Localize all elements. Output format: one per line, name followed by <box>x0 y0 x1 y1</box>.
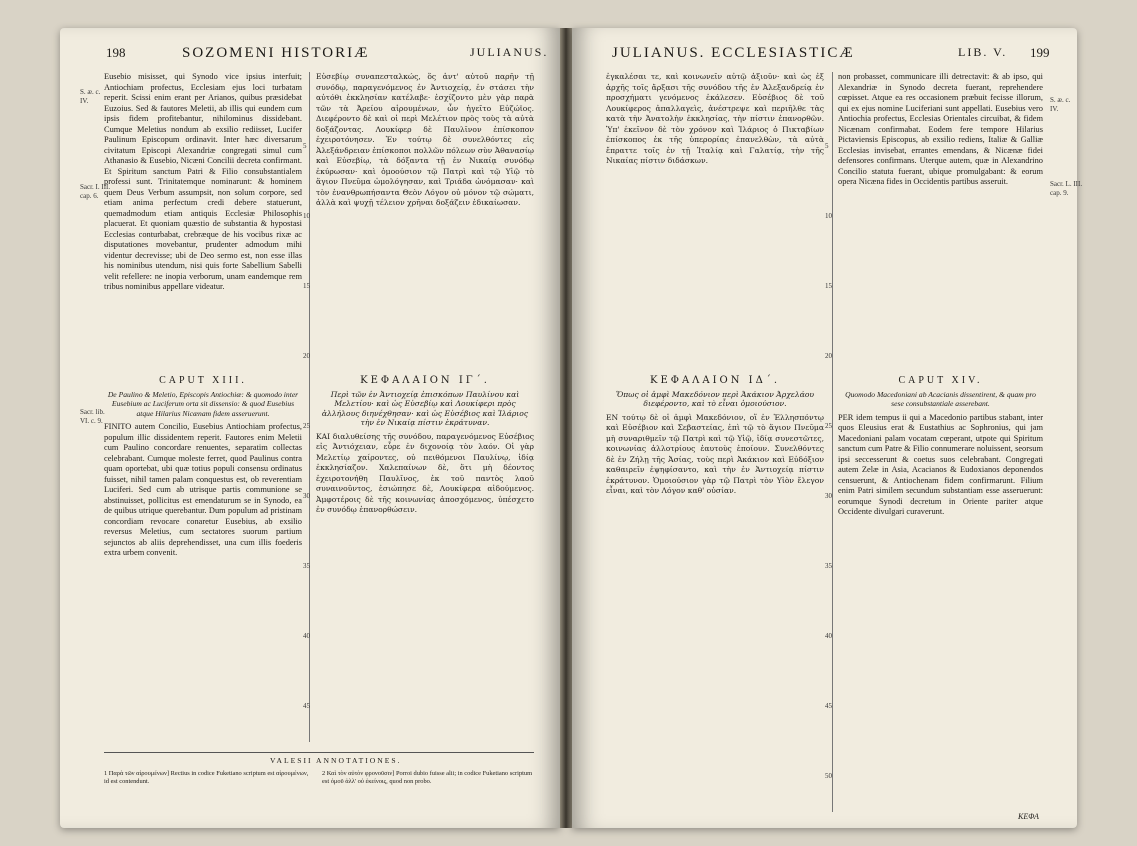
line-number: 30 <box>303 492 310 500</box>
line-number: 10 <box>303 212 310 220</box>
column-divider <box>832 72 833 812</box>
right-greek-column <box>606 72 824 367</box>
kephalaion-subtitle: Περὶ τῶν ἐν Ἀντιοχείᾳ ἐπισκόπων Παυλίνου καὶ Μελετίου· καὶ ὡς Εὐσεβίῳ καὶ Λουκίφερι πρὸς ἀλλήλους διηνέχθησαν· καὶ ὡς Εὐσέβιος καὶ Ἱλάριος τὴν ἐν Νικαίᾳ πίστιν ἐκράτυναν. <box>321 389 529 427</box>
annotation-note: 1 Παρὰ τῶν αἱρουμένων] Rectius in codice Fuketiano scriptum est αἱρουμένων, id est contendunt. <box>104 770 309 785</box>
right-latin-chapter <box>838 372 1043 812</box>
caput-title: CAPUT XIII. <box>159 375 247 386</box>
line-number: 45 <box>825 702 832 710</box>
line-number: 35 <box>303 562 310 570</box>
right-page-number: 199 <box>1030 45 1050 60</box>
right-greek-chapter <box>606 372 824 812</box>
caput-subtitle: Quomodo Macedoniani ab Acacianis dissentirent, & quam pro sese consubstantiale asserebant. <box>845 389 1036 408</box>
right-latin-column <box>838 72 1043 367</box>
left-latin-column <box>104 72 302 367</box>
right-running-head: JULIANUS. ECCLESIASTICÆ <box>612 45 855 61</box>
left-greek-chapter <box>316 372 534 742</box>
line-number: 35 <box>825 562 832 570</box>
left-latin-chapter <box>104 372 302 742</box>
book-gutter <box>560 28 572 828</box>
line-number: 40 <box>303 632 310 640</box>
right-running-head-lib: LIB. V. <box>958 45 1008 59</box>
notes-rule <box>104 752 534 753</box>
left-running-head-right: JULIANUS. <box>470 45 549 59</box>
left-margin-ref: Sacr. I. III. cap. 6. <box>80 183 111 200</box>
line-number: 20 <box>303 352 310 360</box>
line-number: 20 <box>825 352 832 360</box>
caput-title: CAPUT XIV. <box>898 375 983 386</box>
line-number: 15 <box>825 282 832 290</box>
line-number: 5 <box>303 142 307 150</box>
left-greek-column <box>316 72 534 367</box>
line-number: 25 <box>303 422 310 430</box>
annotation-note: 2 Καὶ τὸν αὐτὸν φρονοῦσιν] Porroi dubio fuisse alii; in codice Fuketiano scriptum est ὁμοῦ ἀλλ' οὐ ἐκείνοις, quod non probo. <box>322 770 533 785</box>
greek-paragraph: ΕΝ τούτῳ δὲ οἱ ἀμφὶ Μακεδόνιον, οἵ ἐν Ἐλλησπόντῳ καὶ Εὐσέβιον καὶ Σεβαστείας, ἐπὶ τῷ τὸ ἅγιον Πνεῦμα μὴ συναριθμεῖν τῷ Πατρὶ καὶ τῷ Υἱῷ, ἰδίᾳ συνεστῶτες, κοινωνίας ἀλλοτρίους ἑαυτοὺς ἐποίουν. Συνελθόντες δὲ ἐν Ζήλῃ τῆς Ἀσίας, τοὺς περὶ Ἀκάκιον καὶ Εὐδόξιον καθαιρεῖν ἐψηφίσαντο, καὶ τὴν ἐν Ἀντιοχείᾳ πίστιν ἐκράτυνον. Ὁμοιούσιον γὰρ τῷ Πατρὶ τὸν Υἱὸν ἔλεγον εἶναι, καὶ τὸν Λόγον καθ' οὐσίαν. <box>606 412 824 495</box>
kephalaion-subtitle: Ὅπως οἱ ἀμφὶ Μακεδόνιον περὶ Ἀκάκιον Ἀρχελάου διεφέροντο, καὶ τὸ εἶναι ὁμοιούσιον. <box>615 389 815 408</box>
latin-paragraph: Eusebio misisset, qui Synodo vice ipsius interfuit; Antiochiam profectus, Ecclesiam ejus loci turbatam reperit. Scissi enim erant per Arianos, quibus præsidebat Euzoius. Sed & fautores Meletii, ab illis qui eundem cum ipsis fidem profitebantur, nihilominus dissidebant. Cumque Meletius nondum ab exsilio rediisset, Lucifer Paulinum Episcopum ordinavit. Inter hæc diversarum civitatum Episcopi Alexandriæ congregati simul cum Athanasio & Eusebio, Nicæni Concilii decreta confirmant. Et Spiritum sanctum Patri & Filio consubstantialem professi sunt. Trinitatemque nominarunt: & hominem quem Deus Verbum assumpsit, non solum corpore, sed etiam anima perfectum credi debere statuerunt, quemadmodum etiam antiquis Ecclesiæ Philosophis placuerat. Et quoniam quæstio de substantia & hypostasi Ecclesias conturbabat, crebræque de his vocibus rixæ ac disputationes movebantur, prudenter admodum mihi videntur decrevisse; ubi de Deo sermo est, non esse illas his nominibus utendum, nisi quis forte Sabellium Sabelli velit refellere: ne inopia verborum, unam eandemque rem tribus nominibus appellare videatur. <box>104 72 302 291</box>
left-running-head: SOZOMENI HISTORIÆ <box>182 45 370 61</box>
kephalaion-title: ΚΕΦΑΛΑΙΟΝ ΙΔ΄. <box>649 375 781 386</box>
line-number: 25 <box>825 422 832 430</box>
catchword: ΚΕΦΑ <box>1018 812 1039 821</box>
line-number: 10 <box>825 212 832 220</box>
kephalaion-title: ΚΕΦΑΛΑΙΟΝ ΙΓ΄. <box>360 375 490 386</box>
greek-paragraph: ΚΑΙ διαλυθείσης τῆς συνόδου, παραγενόμενος Εὐσέβιος εἰς Ἀντιόχειαν, εὗρε ἐν διχονοίᾳ τὸν λαόν. Οἱ γὰρ Μελετίῳ χαίροντες, οὐ πειθόμενοι Παυλίνῳ, ἰδίᾳ ἐκκλησίαζον. Χαλεπαίνων δὲ, ὅτι μὴ δέοντος ἐχειροτονήθη Παυλῖνος, ἐκ τοῦ παντὸς λαοῦ συναινοῦντος, ἐσιώπησε δὲ, Λουκίφερα αἰδούμενος. Ἀμφοτέροις δὲ τῆς κοινωνίας ἀποσχόμενος, ὑπέσχετο ἐν συνόδῳ ἐπανορθώσειν. <box>316 431 534 514</box>
column-divider <box>309 72 310 742</box>
right-margin-saec: S. æ. c. IV. <box>1050 96 1071 113</box>
line-number: 45 <box>303 702 310 710</box>
line-number: 5 <box>825 142 829 150</box>
line-number: 40 <box>825 632 832 640</box>
left-margin-ref-2: Sacr. lib. VI. c. 9. <box>80 408 105 425</box>
caput-subtitle: De Paulino & Meletio, Episcopis Antiochiæ: & quomodo inter Eusebium ac Luciferum orta sit dissensio: & quod Eusebius atque Hilarius Nicænam fidem asseruerunt. <box>107 389 299 418</box>
greek-paragraph: Εὐσεβίῳ συναπεσταλκώς, ὅς ἀντ' αὐτοῦ παρῆν τῇ συνόδῳ, παραγενόμενος ἐν Ἀντιοχείᾳ, ἐν στάσει τὴν αὐτόθι ἐκκλησίαν κατέλαβε· ἐσχίζοντο μὲν γὰρ παρὰ τῶν τὰ Ἀρείου αἱρουμένων, ὧν ἡγεῖτο Εὐζώϊος. Διεφέροντο δὲ καὶ οἱ περὶ Μελέτιον πρὸς τοὺς τὰ αὐτὰ δοξάζοντας. Λουκίφερ δὲ Παυλῖνον ἐπίσκοπον ἐχειροτόνησεν. Ἐν τούτῳ δὲ συνελθόντες εἰς Ἀλεξάνδρειαν ἐπίσκοποι πολλῶν πόλεων σὺν Ἀθανασίῳ καὶ Εὐσεβίῳ, τὰ δόξαντα τῇ ἐν Νικαίᾳ συνόδῳ ἐκύρωσαν· καὶ ὁμοούσιον τῷ Πατρὶ καὶ τῷ Υἱῷ τὸ ἅγιον Πνεῦμα ὡμολόγησαν, καὶ Τριάδα ὠνόμασαν· καὶ τὸν ἐνανθρωπήσαντα Θεὸν Λόγον οὐ μόνον τῷ σώματι, ἀλλὰ καὶ ψυχῇ τέλειον χρῆναι δοξάζειν ἐδικαίωσαν. <box>316 72 534 207</box>
latin-paragraph: PER idem tempus ii qui a Macedonio partibus stabant, inter quos Eleusius erat & Eustathius ac Sophronius, qui jam Macedoniani palam vocatam cœperant, utpote qui Spiritum sanctum cum Patre & Filio connumerare noluissent, seorsum ipsi seccesserunt & coetus suos celebrabant. Congregati autem Zelæ in Asia, Acacianos & Eudoxianos deponendos censuerunt, & Antiochenam fidem confirmarunt. Filium enim Patri similem secundum substantiam esse asseruerunt: eorumque Synodi decretum in Oriente pariter atque Occidente divulgari curaverunt. <box>838 412 1043 516</box>
left-margin-saec: S. æ. c. IV. <box>80 88 101 105</box>
left-page-number: 198 <box>106 45 126 60</box>
latin-paragraph: FINITO autem Concilio, Eusebius Antiochiam profectus, populum illic dissidentem reperit. Fautores enim Meletii cum Paulino concordare renuentes, separatim collectas celebrabant. Cumque moleste ferret, quod Paulinus contra quam oportebat, ubi quæ totius populi consensu ordinatus fuisset, nihil tamen palam conquestus est, ob reverentiam Luciferi. Sed cum ab utrisque partis communione se abstinuisset, pollicitus est emendaturum se in Synodo, ea de quibus utrique querebantur. Dum populum ad pristinam concordiam revocare conaretur Eusebius, ab exsilio reversus Meletius, cum sectatores suorum partium sejunctos ab aliis deprehendisset, una cum illis foederis extra urbem convenit. <box>104 422 302 557</box>
latin-paragraph: non probasset, communicare illi detrectavit: & ab ipso, qui Alexandriæ in Synodo decreta fuerant, reprehendere cœpisset. Atque ea res occasionem præbuit fecisse illorum, qui ex ejus nomine Luciferiani sunt appellati. Eusebius vero Antiochia profectus, Ecclesias Orientales circuibat, & fidem Nicænam confirmabat. Eodem fere tempore Hilarius Pictaviensis Episcopus, ab exsilio rediens, Italiæ & Galliæ Ecclesias invisebat, errantes emendans, & Nicænæ fidei defensores confirmans. Uterque autem, quæ in Alexandrino Concilio statuta fuerant, ubique promulgabant: & eorum opera Nicæna fides in Occidentis partibus asseruit. <box>838 72 1043 186</box>
line-number: 30 <box>825 492 832 500</box>
right-margin-ref: Sacr. L. III. cap. 9. <box>1050 180 1083 197</box>
line-number: 50 <box>825 772 832 780</box>
notes-title: VALESII ANNOTATIONES. <box>270 756 402 765</box>
greek-paragraph: ἐγκαλέσαι τε, καὶ κοινωνεῖν αὐτῷ ἀξιοῦν· καὶ ὡς ἐξ ἀρχῆς τοῖς ἄρξασι τῆς συνόδου τῆς ἐν Ἀλεξανδρείᾳ ἐν προσχήματι γενόμενος ἐκάλεσεν. Εὐσέβιος δὲ τοῦ Λουκίφερος ἀπαλλαγεὶς, ἀνέστρεψε καὶ περιῆλθε τὰς κατὰ τὴν Ἀνατολὴν ἐκκλησίας, τὴν πίστιν ἐπανορθῶν. Ὑπ' ἐκεῖνον δὲ τὸν χρόνον καὶ Ἱλάριος ὁ Πικταβίων ἐπίσκοπος ἐκ τῆς ὑπερορίας ἐπανελθὼν, τὰ αὐτὰ ἔπραττε τοῖς ἐν τῇ Ἰταλίᾳ καὶ Γαλατίᾳ, τὴν τῆς Νικαίας πίστιν διδάσκων. <box>606 72 824 165</box>
line-number: 15 <box>303 282 310 290</box>
